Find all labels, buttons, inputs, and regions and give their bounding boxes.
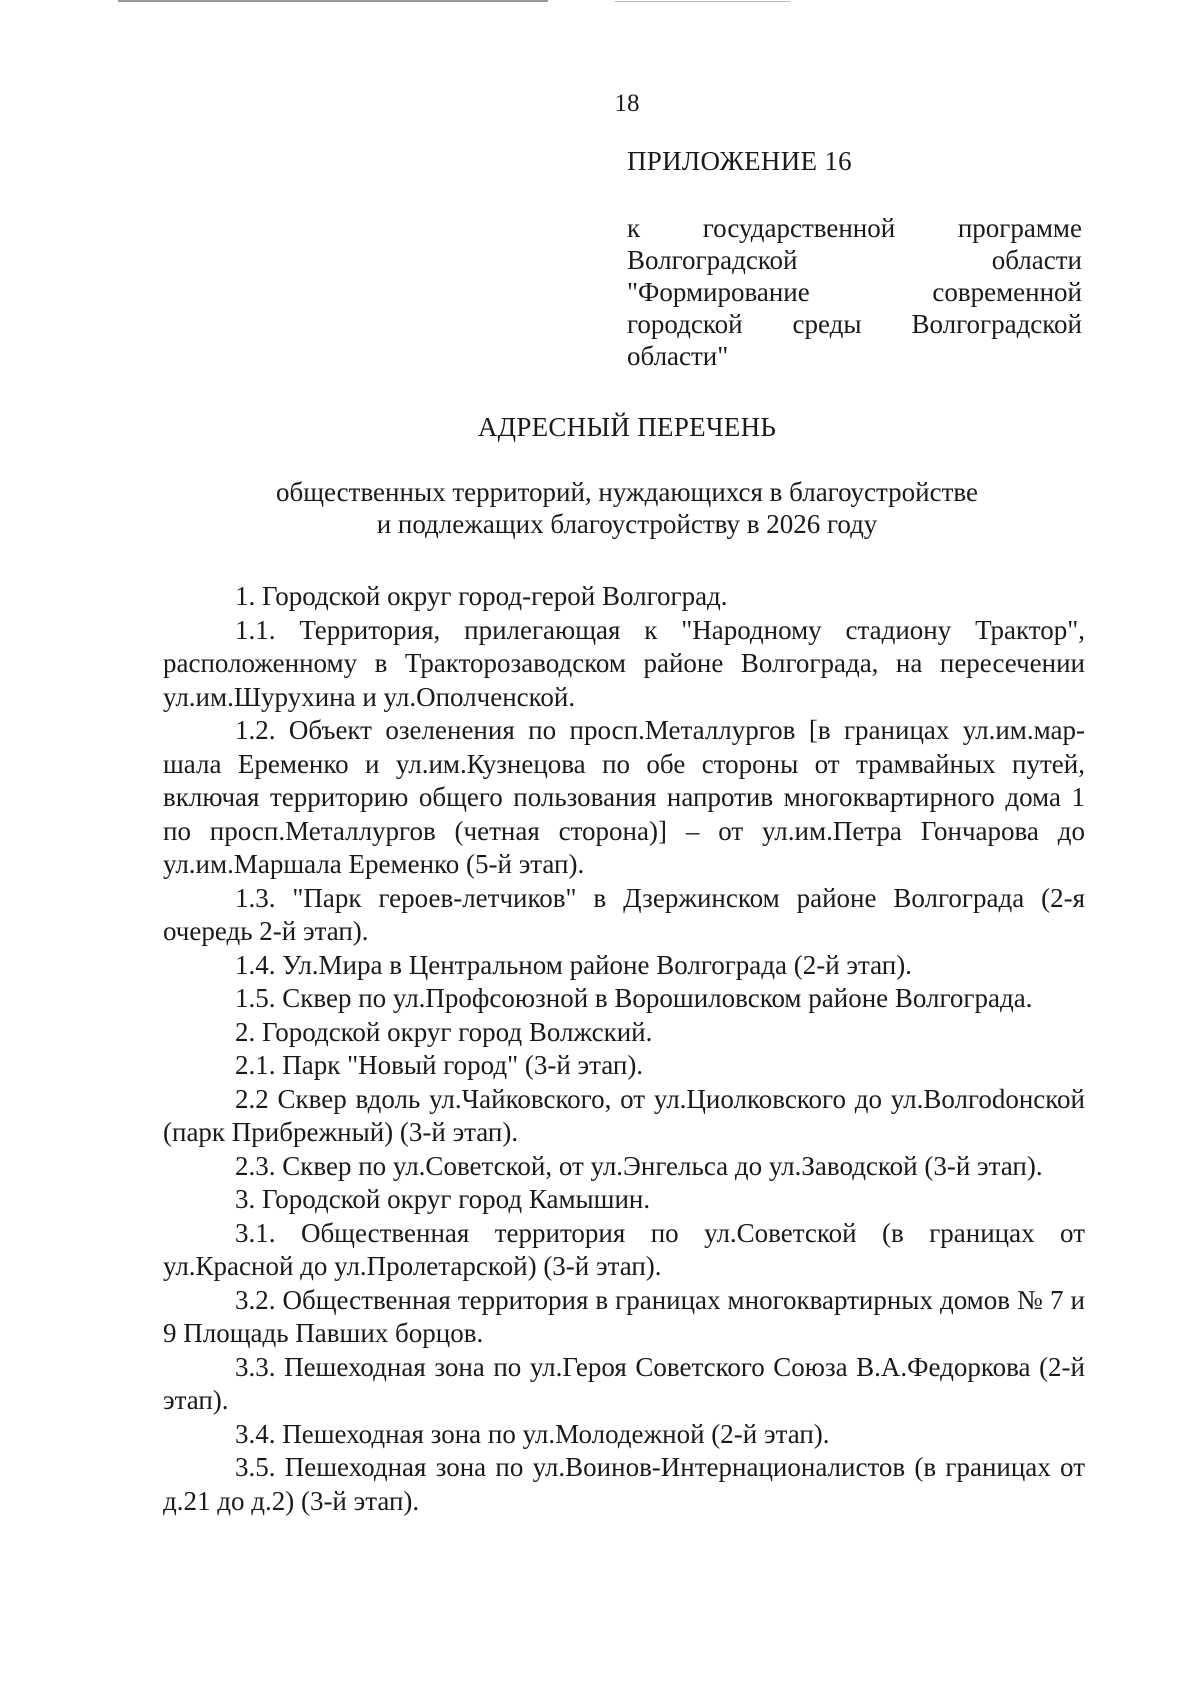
- list-item-3-2: 3.2. Общественная территория в границах многоквартирных домов № 7 и 9 Площадь Павших борцов.: [163, 1284, 1085, 1348]
- list-item-1-5: 1.5. Сквер по ул.Профсоюзной в Ворошиловском районе Волгограда.: [235, 983, 1033, 1013]
- list-item-1-1: 1.1. Территория, прилегающая к "Народному стадиону Трактор", расположенному в Тракторозаводском районе Волгограда, на пересечении ул.им.Шурухина и ул.Ополченской.: [163, 614, 1085, 712]
- subtitle-line-2: и подлежащих благоустройству в 2026 году: [376, 509, 878, 539]
- list-item-3-4: 3.4. Пешеходная зона по ул.Молодежной (2-й этап).: [235, 1418, 830, 1449]
- scan-edge-mark: [615, 1, 790, 2]
- document-subtitle: [0, 476, 1200, 540]
- list-item-3: 3. Городской округ город Камышин.: [235, 1184, 651, 1214]
- list-item-3-3: 3.3. Пешеходная зона по ул.Героя Советского Союза В.А.Федоркова (2-й этап).: [163, 1351, 1085, 1415]
- list-item-1-4: 1.4. Ул.Мира в Центральном районе Волгограда (2-й этап).: [235, 949, 912, 980]
- appendix-title: ПРИЛОЖЕНИЕ 16: [627, 146, 852, 176]
- list-item-2-2: 2.2 Сквер вдоль ул.Чайковского, от ул.Циолковского до ул.Волгоdонской (парк Прибрежный) (3-й этап).: [163, 1083, 1085, 1147]
- list-item-3-1: 3.1. Общественная территория по ул.Советской (в границах от ул.Красной до ул.Пролетарской) (3-й этап).: [163, 1217, 1085, 1281]
- document-title: АДРЕСНЫЙ ПЕРЕЧЕНЬ: [477, 412, 777, 442]
- list-item-2: 2. Городской округ город Волжский.: [235, 1016, 653, 1047]
- scan-edge-mark: [118, 0, 548, 2]
- list-item-3-5: 3.5. Пешеходная зона по ул.Воинов-Интернационалистов (в границах от д.21 до д.2) (3-й этап).: [163, 1452, 1085, 1516]
- appendix-reference: к государственной программе Волгоградской области "Формирование современной городской среды Волгоградской области": [627, 213, 1082, 371]
- subtitle-line-1: общественных территорий, нуждающихся в благоустройстве: [276, 477, 978, 507]
- list-item-1-3: 1.3. "Парк героев-летчиков" в Дзержинском районе Волгограда (2-я очередь 2-й этап).: [163, 882, 1085, 946]
- territory-list: [163, 580, 1085, 1518]
- list-item-1-2: 1.2. Объект озеленения по просп.Металлургов [в границах ул.им.маршала Еременко и ул.им.Кузнецова по обе стороны от трамвайных путей, включая территорию общего пользования напротив многоквартирного дома 1 по просп.Металлургов (четная сторона)] – от ул.им.Петра Гончарова до ул.им.Маршала Еременко (5-й этап).: [163, 715, 1085, 879]
- page-number: 18: [614, 90, 640, 117]
- list-item-1: 1. Городской округ город-герой Волгоград.: [235, 581, 728, 611]
- list-item-2-3: 2.3. Сквер по ул.Советской, от ул.Энгельса до ул.Заводской (3-й этап).: [235, 1150, 1043, 1181]
- list-item-2-1: 2.1. Парк "Новый город" (3-й этап).: [235, 1050, 644, 1080]
